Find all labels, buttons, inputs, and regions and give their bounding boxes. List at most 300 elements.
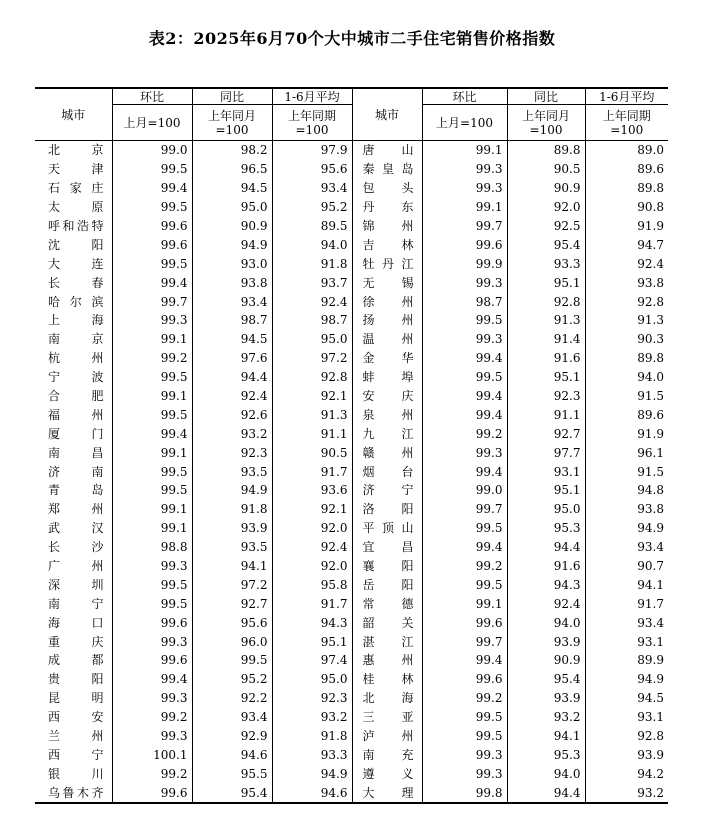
- cell-avg-right: 91.9: [585, 217, 668, 236]
- cell-yoy-left: 95.5: [192, 764, 272, 783]
- cell-city-right: 桂林: [352, 670, 422, 689]
- table-row: [35, 462, 668, 481]
- cell-mom-right: 99.2: [422, 424, 507, 443]
- cell-mom-left: 99.7: [112, 292, 192, 311]
- cell-city-right: 南充: [352, 746, 422, 765]
- cell-city-left: 深圳: [48, 577, 104, 592]
- cell-city-left: 乌鲁木齐: [35, 783, 112, 803]
- cell-yoy-left: 90.9: [192, 217, 272, 236]
- cell-yoy-right: 95.0: [507, 500, 585, 519]
- cell-city-right: 平顶山: [352, 519, 422, 538]
- cell-city-right: 牡丹江: [352, 254, 422, 273]
- cell-avg-right: 89.6: [585, 405, 668, 424]
- table-header: [35, 88, 668, 141]
- cell-mom-left: 99.2: [112, 708, 192, 727]
- cell-mom-right: 99.3: [422, 443, 507, 462]
- cell-mom-right: 99.7: [422, 500, 507, 519]
- table-row: [35, 481, 668, 500]
- cell-city-right: 吉林: [352, 235, 422, 254]
- table-row: [35, 538, 668, 557]
- header-yoy-base-left: 上年同月 =100: [192, 105, 272, 141]
- cell-avg-left: 93.4: [272, 179, 352, 198]
- cell-yoy-left: 94.9: [192, 481, 272, 500]
- cell-city-left: 宁波: [48, 370, 104, 385]
- cell-mom-right: 99.4: [422, 405, 507, 424]
- cell-yoy-right: 93.3: [507, 254, 585, 273]
- cell-mom-left: 99.3: [112, 632, 192, 651]
- cell-mom-right: 99.4: [422, 387, 507, 406]
- cell-city-left: 长春: [48, 275, 104, 290]
- cell-avg-left: 95.6: [272, 160, 352, 179]
- header-mom-base-left: 上月=100: [112, 105, 192, 141]
- cell-city-left: 重庆: [48, 634, 104, 649]
- cell-yoy-right: 90.9: [507, 179, 585, 198]
- cell-mom-left: 99.0: [112, 141, 192, 160]
- cell-avg-left: 97.9: [272, 141, 352, 160]
- cell-city-right: 烟台: [352, 462, 422, 481]
- cell-mom-left: 99.4: [112, 424, 192, 443]
- cell-city-right: 襄阳: [352, 557, 422, 576]
- cell-mom-right: 99.5: [422, 368, 507, 387]
- table-row: [35, 708, 668, 727]
- cell-mom-left: 99.5: [112, 368, 192, 387]
- cell-avg-right: 89.9: [585, 651, 668, 670]
- cell-avg-left: 91.7: [272, 462, 352, 481]
- cell-yoy-right: 95.3: [507, 746, 585, 765]
- cell-yoy-left: 93.5: [192, 538, 272, 557]
- cell-city-left: 海口: [48, 615, 104, 630]
- cell-mom-right: 99.1: [422, 594, 507, 613]
- cell-avg-left: 95.1: [272, 632, 352, 651]
- table-row: [35, 651, 668, 670]
- cell-mom-left: 99.1: [112, 387, 192, 406]
- cell-yoy-right: 92.4: [507, 594, 585, 613]
- cell-yoy-right: 90.5: [507, 160, 585, 179]
- cell-mom-left: 99.5: [112, 594, 192, 613]
- cell-avg-left: 95.8: [272, 575, 352, 594]
- table-row: [35, 613, 668, 632]
- cell-mom-right: 99.6: [422, 235, 507, 254]
- cell-city-right: 北海: [352, 689, 422, 708]
- cell-avg-right: 96.1: [585, 443, 668, 462]
- cell-yoy-left: 93.9: [192, 519, 272, 538]
- cell-yoy-right: 93.9: [507, 689, 585, 708]
- cell-yoy-right: 91.1: [507, 405, 585, 424]
- cell-mom-right: 99.1: [422, 198, 507, 217]
- cell-city-right: 济宁: [352, 481, 422, 500]
- cell-mom-left: 99.6: [112, 651, 192, 670]
- cell-avg-right: 89.6: [585, 160, 668, 179]
- cell-avg-right: 94.1: [585, 575, 668, 594]
- cell-city-left: 福州: [48, 407, 104, 422]
- cell-city-left: 济南: [48, 464, 104, 479]
- cell-yoy-right: 89.8: [507, 141, 585, 160]
- cell-mom-left: 99.2: [112, 349, 192, 368]
- table-row: [35, 217, 668, 236]
- cell-city-left: 上海: [48, 313, 104, 328]
- cell-mom-left: 99.5: [112, 462, 192, 481]
- table-row: [35, 330, 668, 349]
- cell-mom-left: 99.6: [112, 235, 192, 254]
- cell-yoy-right: 95.4: [507, 670, 585, 689]
- cell-city-left: 银川: [48, 766, 104, 781]
- cell-city-right: 泉州: [352, 405, 422, 424]
- header-avg-right: 1-6月平均: [585, 88, 668, 105]
- cell-yoy-right: 93.2: [507, 708, 585, 727]
- cell-mom-left: 99.3: [112, 557, 192, 576]
- cell-avg-right: 94.2: [585, 764, 668, 783]
- cell-avg-right: 94.7: [585, 235, 668, 254]
- table-row: [35, 594, 668, 613]
- cell-city-left: 武汉: [48, 521, 104, 536]
- cell-yoy-right: 95.1: [507, 273, 585, 292]
- cell-avg-right: 89.8: [585, 179, 668, 198]
- cell-mom-right: 99.3: [422, 764, 507, 783]
- cell-mom-right: 98.7: [422, 292, 507, 311]
- cell-yoy-left: 95.2: [192, 670, 272, 689]
- cell-mom-right: 99.5: [422, 311, 507, 330]
- cell-city-right: 金华: [352, 349, 422, 368]
- cell-city-left: 厦门: [48, 426, 104, 441]
- cell-mom-right: 99.4: [422, 651, 507, 670]
- cell-avg-left: 89.5: [272, 217, 352, 236]
- cell-mom-left: 100.1: [112, 746, 192, 765]
- cell-avg-left: 93.6: [272, 481, 352, 500]
- cell-yoy-left: 91.8: [192, 500, 272, 519]
- cell-avg-right: 89.8: [585, 349, 668, 368]
- cell-mom-right: 99.4: [422, 349, 507, 368]
- cell-city-right: 韶关: [352, 613, 422, 632]
- cell-yoy-right: 95.4: [507, 235, 585, 254]
- cell-avg-left: 94.6: [272, 783, 352, 803]
- table-row: [35, 387, 668, 406]
- table-body: [35, 141, 668, 804]
- cell-city-right: 扬州: [352, 311, 422, 330]
- cell-avg-right: 93.1: [585, 632, 668, 651]
- cell-avg-left: 91.7: [272, 594, 352, 613]
- cell-mom-right: 99.0: [422, 481, 507, 500]
- cell-mom-right: 99.6: [422, 613, 507, 632]
- header-yoy-left: 同比: [192, 88, 272, 105]
- cell-city-left: 哈尔滨: [48, 294, 104, 309]
- cell-avg-left: 95.0: [272, 670, 352, 689]
- cell-avg-right: 93.4: [585, 613, 668, 632]
- cell-yoy-left: 94.5: [192, 179, 272, 198]
- page-title: 表2：2025年6月70个大中城市二手住宅销售价格指数: [148, 29, 556, 48]
- cell-city-right: 安庆: [352, 387, 422, 406]
- cell-yoy-right: 92.7: [507, 424, 585, 443]
- cell-avg-left: 98.7: [272, 311, 352, 330]
- cell-city-left: 郑州: [48, 502, 104, 517]
- cell-city-left: 南昌: [48, 445, 104, 460]
- cell-mom-right: 99.7: [422, 217, 507, 236]
- cell-avg-right: 90.7: [585, 557, 668, 576]
- cell-avg-right: 90.3: [585, 330, 668, 349]
- cell-yoy-right: 92.0: [507, 198, 585, 217]
- cell-yoy-left: 93.0: [192, 254, 272, 273]
- cell-mom-left: 99.4: [112, 273, 192, 292]
- cell-yoy-left: 96.0: [192, 632, 272, 651]
- table-row: [35, 500, 668, 519]
- cell-yoy-left: 93.8: [192, 273, 272, 292]
- cell-avg-left: 92.0: [272, 557, 352, 576]
- cell-mom-right: 99.5: [422, 727, 507, 746]
- cell-mom-left: 99.5: [112, 481, 192, 500]
- cell-yoy-left: 94.1: [192, 557, 272, 576]
- cell-yoy-left: 95.4: [192, 783, 272, 803]
- cell-avg-left: 93.3: [272, 746, 352, 765]
- cell-city-left: 贵阳: [48, 672, 104, 687]
- cell-mom-left: 99.5: [112, 405, 192, 424]
- cell-mom-left: 99.6: [112, 783, 192, 803]
- cell-yoy-left: 92.9: [192, 727, 272, 746]
- cell-yoy-left: 92.7: [192, 594, 272, 613]
- cell-city-left: 合肥: [48, 389, 104, 404]
- cell-avg-left: 91.1: [272, 424, 352, 443]
- table-row: [35, 349, 668, 368]
- cell-city-right: 三亚: [352, 708, 422, 727]
- cell-city-right: 无锡: [352, 273, 422, 292]
- cell-yoy-right: 94.4: [507, 783, 585, 803]
- cell-avg-right: 92.4: [585, 254, 668, 273]
- cell-avg-left: 94.0: [272, 235, 352, 254]
- cell-yoy-left: 99.5: [192, 651, 272, 670]
- cell-city-left: 北京: [48, 143, 104, 158]
- cell-avg-right: 94.5: [585, 689, 668, 708]
- header-avg-base-right: 上年同期 =100: [585, 105, 668, 141]
- cell-mom-left: 99.4: [112, 670, 192, 689]
- cell-avg-right: 93.8: [585, 500, 668, 519]
- cell-avg-left: 91.8: [272, 727, 352, 746]
- table-row: [35, 254, 668, 273]
- cell-yoy-right: 97.7: [507, 443, 585, 462]
- cell-avg-right: 89.0: [585, 141, 668, 160]
- cell-yoy-left: 93.4: [192, 708, 272, 727]
- cell-city-right: 九江: [352, 424, 422, 443]
- cell-yoy-left: 92.2: [192, 689, 272, 708]
- cell-avg-right: 93.9: [585, 746, 668, 765]
- cell-city-left: 长沙: [48, 540, 104, 555]
- cell-yoy-right: 94.4: [507, 538, 585, 557]
- cell-city-right: 秦皇岛: [352, 160, 422, 179]
- cell-yoy-left: 93.2: [192, 424, 272, 443]
- header-city-left: 城市: [61, 107, 86, 122]
- table-row: [35, 292, 668, 311]
- table-row: [35, 141, 668, 160]
- cell-avg-right: 94.9: [585, 670, 668, 689]
- cell-city-right: 岳阳: [352, 575, 422, 594]
- cell-avg-left: 95.0: [272, 330, 352, 349]
- header-mom-right: 环比: [422, 88, 507, 105]
- cell-avg-right: 94.0: [585, 368, 668, 387]
- table-row: [35, 783, 668, 803]
- cell-mom-right: 99.5: [422, 519, 507, 538]
- cell-mom-right: 99.3: [422, 179, 507, 198]
- cell-mom-left: 99.6: [112, 613, 192, 632]
- table-row: [35, 160, 668, 179]
- cell-city-left: 兰州: [48, 729, 104, 744]
- cell-yoy-right: 94.0: [507, 764, 585, 783]
- cell-city-left: 西安: [48, 710, 104, 725]
- table-row: [35, 632, 668, 651]
- cell-city-right: 蚌埠: [352, 368, 422, 387]
- table-row: [35, 311, 668, 330]
- cell-avg-right: 94.8: [585, 481, 668, 500]
- cell-mom-right: 99.1: [422, 141, 507, 160]
- cell-city-right: 锦州: [352, 217, 422, 236]
- cell-yoy-right: 95.1: [507, 481, 585, 500]
- cell-city-right: 泸州: [352, 727, 422, 746]
- cell-avg-left: 92.4: [272, 538, 352, 557]
- cell-yoy-left: 96.5: [192, 160, 272, 179]
- header-yoy-right: 同比: [507, 88, 585, 105]
- cell-mom-right: 99.3: [422, 746, 507, 765]
- cell-city-right: 惠州: [352, 651, 422, 670]
- cell-city-left: 昆明: [48, 691, 104, 706]
- header-yoy-base-right: 上年同月 =100: [507, 105, 585, 141]
- cell-avg-left: 92.1: [272, 387, 352, 406]
- cell-city-right: 宜昌: [352, 538, 422, 557]
- cell-mom-left: 99.5: [112, 198, 192, 217]
- cell-yoy-right: 95.3: [507, 519, 585, 538]
- table-row: [35, 727, 668, 746]
- cell-city-right: 洛阳: [352, 500, 422, 519]
- cell-mom-left: 99.2: [112, 764, 192, 783]
- cell-mom-left: 99.1: [112, 443, 192, 462]
- header-mom-left: 环比: [112, 88, 192, 105]
- cell-city-left: 西宁: [48, 747, 104, 762]
- cell-mom-right: 99.3: [422, 160, 507, 179]
- cell-avg-right: 91.5: [585, 462, 668, 481]
- cell-avg-left: 94.9: [272, 764, 352, 783]
- cell-mom-left: 99.5: [112, 575, 192, 594]
- cell-mom-right: 99.2: [422, 689, 507, 708]
- cell-city-right: 大理: [352, 783, 422, 803]
- cell-yoy-left: 92.6: [192, 405, 272, 424]
- cell-city-left: 青岛: [48, 483, 104, 498]
- table-row: [35, 746, 668, 765]
- cell-yoy-left: 97.2: [192, 575, 272, 594]
- cell-mom-right: 99.6: [422, 670, 507, 689]
- cell-yoy-right: 94.1: [507, 727, 585, 746]
- cell-avg-right: 93.4: [585, 538, 668, 557]
- table-row: [35, 198, 668, 217]
- cell-yoy-left: 94.4: [192, 368, 272, 387]
- cell-avg-left: 93.7: [272, 273, 352, 292]
- cell-yoy-left: 97.6: [192, 349, 272, 368]
- cell-yoy-left: 94.5: [192, 330, 272, 349]
- table-row: [35, 273, 668, 292]
- cell-mom-left: 99.3: [112, 311, 192, 330]
- cell-avg-left: 92.1: [272, 500, 352, 519]
- cell-avg-right: 91.5: [585, 387, 668, 406]
- table-row: [35, 424, 668, 443]
- cell-yoy-right: 92.5: [507, 217, 585, 236]
- cell-yoy-left: 95.0: [192, 198, 272, 217]
- cell-yoy-left: 93.4: [192, 292, 272, 311]
- cell-city-left: 呼和浩特: [48, 219, 104, 233]
- header-mom-base-right: 上月=100: [422, 105, 507, 141]
- cell-yoy-right: 92.3: [507, 387, 585, 406]
- cell-mom-left: 99.6: [112, 217, 192, 236]
- cell-mom-right: 99.7: [422, 632, 507, 651]
- cell-avg-right: 92.8: [585, 727, 668, 746]
- cell-avg-left: 94.3: [272, 613, 352, 632]
- cell-avg-right: 94.9: [585, 519, 668, 538]
- cell-city-left: 天津: [48, 162, 104, 177]
- cell-mom-left: 99.1: [112, 330, 192, 349]
- cell-avg-right: 93.2: [585, 783, 668, 803]
- cell-mom-left: 99.3: [112, 727, 192, 746]
- cell-yoy-left: 95.6: [192, 613, 272, 632]
- cell-yoy-left: 92.3: [192, 443, 272, 462]
- cell-avg-left: 92.8: [272, 368, 352, 387]
- cell-city-left: 杭州: [48, 351, 104, 366]
- cell-city-left: 南宁: [48, 596, 104, 611]
- table-row: [35, 689, 668, 708]
- table-row: [35, 557, 668, 576]
- cell-city-right: 遵义: [352, 764, 422, 783]
- table-row: [35, 519, 668, 538]
- cell-yoy-right: 91.6: [507, 557, 585, 576]
- cell-yoy-left: 98.2: [192, 141, 272, 160]
- cell-avg-left: 91.3: [272, 405, 352, 424]
- table-row: [35, 575, 668, 594]
- cell-mom-left: 99.5: [112, 160, 192, 179]
- cell-city-left: 南京: [48, 332, 104, 347]
- cell-city-right: 温州: [352, 330, 422, 349]
- cell-city-right: 常德: [352, 594, 422, 613]
- table-row: [35, 670, 668, 689]
- cell-avg-left: 92.4: [272, 292, 352, 311]
- cell-yoy-right: 93.9: [507, 632, 585, 651]
- cell-city-right: 赣州: [352, 443, 422, 462]
- cell-yoy-right: 91.3: [507, 311, 585, 330]
- cell-city-right: 包头: [352, 179, 422, 198]
- cell-city-left: 太原: [48, 200, 104, 215]
- cell-city-left: 成都: [48, 653, 104, 668]
- header-avg-base-left: 上年同期 =100: [272, 105, 352, 141]
- cell-yoy-right: 94.3: [507, 575, 585, 594]
- cell-mom-right: 99.5: [422, 708, 507, 727]
- cell-yoy-left: 94.6: [192, 746, 272, 765]
- cell-avg-left: 91.8: [272, 254, 352, 273]
- cell-yoy-right: 93.1: [507, 462, 585, 481]
- header-avg-left: 1-6月平均: [272, 88, 352, 105]
- cell-city-right: 徐州: [352, 292, 422, 311]
- cell-yoy-left: 98.7: [192, 311, 272, 330]
- cell-city-left: 石家庄: [48, 181, 104, 196]
- cell-mom-left: 99.3: [112, 689, 192, 708]
- cell-avg-right: 90.8: [585, 198, 668, 217]
- table-row: [35, 368, 668, 387]
- table-row: [35, 235, 668, 254]
- cell-avg-left: 97.2: [272, 349, 352, 368]
- table-row: [35, 764, 668, 783]
- cell-yoy-right: 91.6: [507, 349, 585, 368]
- cell-city-left: 广州: [48, 559, 104, 574]
- cell-mom-left: 99.1: [112, 519, 192, 538]
- cell-avg-left: 97.4: [272, 651, 352, 670]
- cell-yoy-right: 95.1: [507, 368, 585, 387]
- cell-mom-right: 99.8: [422, 783, 507, 803]
- cell-avg-right: 91.7: [585, 594, 668, 613]
- cell-yoy-right: 90.9: [507, 651, 585, 670]
- cell-city-left: 大连: [48, 256, 104, 271]
- cell-yoy-left: 94.9: [192, 235, 272, 254]
- cell-city-right: 唐山: [352, 141, 422, 160]
- cell-yoy-left: 93.5: [192, 462, 272, 481]
